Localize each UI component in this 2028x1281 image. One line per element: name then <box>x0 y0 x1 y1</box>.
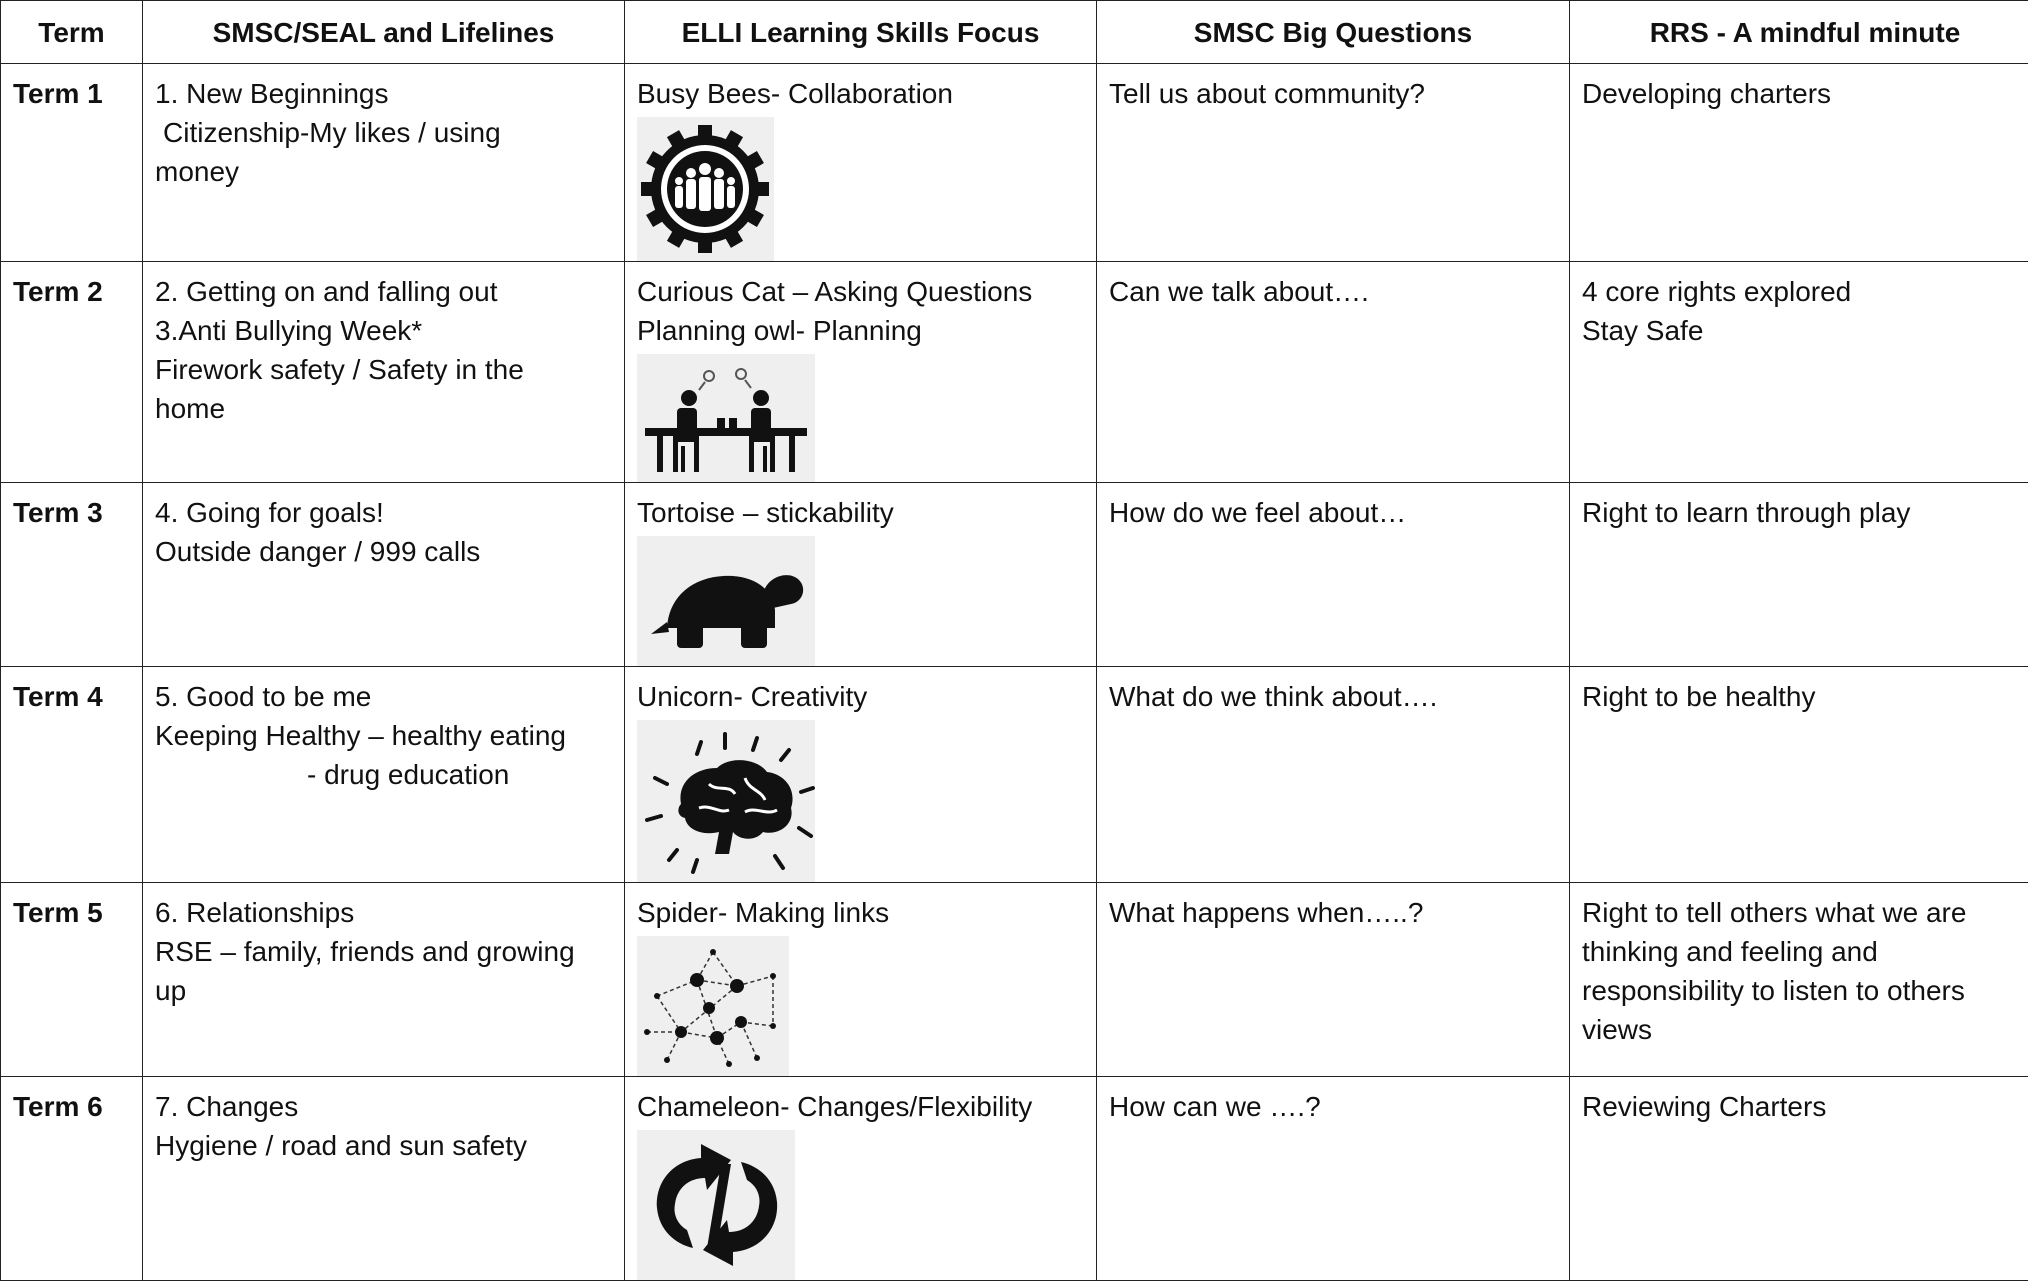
rrs-line: Right to be healthy <box>1582 677 2028 716</box>
header-rrs: RRS - A mindful minute <box>1570 1 2028 64</box>
term-label: Term 4 <box>1 667 142 716</box>
seal-line: 3.Anti Bullying Week* <box>155 311 612 350</box>
rrs-line: thinking and feeling and <box>1582 932 2028 971</box>
tortoise-icon <box>637 536 815 666</box>
collaboration-gear-people-icon <box>637 117 774 261</box>
term-label: Term 5 <box>1 883 142 932</box>
rrs-line: Stay Safe <box>1582 311 2028 350</box>
big-question: Tell us about community? <box>1097 64 1569 113</box>
seal-line: Citizenship-My likes / using <box>155 113 612 152</box>
seal-line: 6. Relationships <box>155 893 612 932</box>
term-label: Term 2 <box>1 262 142 311</box>
seal-line: 7. Changes <box>155 1087 612 1126</box>
seal-line: Keeping Healthy – healthy eating <box>155 716 612 755</box>
rrs-line: 4 core rights explored <box>1582 272 2028 311</box>
table-row <box>1 64 2028 262</box>
term-label: Term 6 <box>1 1077 142 1126</box>
elli-line: Curious Cat – Asking Questions <box>637 272 1084 311</box>
header-row <box>1 1 2028 64</box>
rrs-line: views <box>1582 1010 2028 1049</box>
elli-line: Unicorn- Creativity <box>637 677 1084 716</box>
header-elli: ELLI Learning Skills Focus <box>625 1 1097 64</box>
elli-line: Busy Bees- Collaboration <box>637 74 1084 113</box>
rrs-line: Right to learn through play <box>1582 493 2028 532</box>
rrs-line: Developing charters <box>1582 74 2028 113</box>
seal-line: Firework safety / Safety in the <box>155 350 612 389</box>
big-question: How can we ….? <box>1097 1077 1569 1126</box>
seal-line: 5. Good to be me <box>155 677 612 716</box>
network-links-icon <box>637 936 789 1076</box>
rrs-line: Right to tell others what we are <box>1582 893 2028 932</box>
big-question: How do we feel about… <box>1097 483 1569 532</box>
term-label: Term 1 <box>1 64 142 113</box>
header-term: Term <box>1 1 143 64</box>
seal-line: Outside danger / 999 calls <box>155 532 612 571</box>
seal-line: up <box>155 971 612 1010</box>
seal-line: 2. Getting on and falling out <box>155 272 612 311</box>
seal-line: - drug education <box>155 755 612 794</box>
rrs-line: responsibility to listen to others <box>1582 971 2028 1010</box>
elli-line: Planning owl- Planning <box>637 311 1084 350</box>
elli-line: Tortoise – stickability <box>637 493 1084 532</box>
big-question: Can we talk about…. <box>1097 262 1569 311</box>
header-questions: SMSC Big Questions <box>1097 1 1570 64</box>
table-row <box>1 883 2028 1077</box>
elli-line: Spider- Making links <box>637 893 1084 932</box>
seal-line: 4. Going for goals! <box>155 493 612 532</box>
people-at-table-icon <box>637 354 815 482</box>
change-arrows-icon <box>637 1130 795 1280</box>
big-question: What do we think about…. <box>1097 667 1569 716</box>
table-row <box>1 1077 2028 1281</box>
elli-line: Chameleon- Changes/Flexibility <box>637 1087 1084 1126</box>
seal-line: money <box>155 152 612 191</box>
table-row <box>1 483 2028 667</box>
term-label: Term 3 <box>1 483 142 532</box>
seal-line: Hygiene / road and sun safety <box>155 1126 612 1165</box>
seal-line: home <box>155 389 612 428</box>
brain-icon <box>637 720 815 882</box>
table-row <box>1 667 2028 883</box>
seal-line: 1. New Beginnings <box>155 74 612 113</box>
table-row <box>1 262 2028 483</box>
header-seal: SMSC/SEAL and Lifelines <box>143 1 625 64</box>
big-question: What happens when…..? <box>1097 883 1569 932</box>
seal-line: RSE – family, friends and growing <box>155 932 612 971</box>
rrs-line: Reviewing Charters <box>1582 1087 2028 1126</box>
